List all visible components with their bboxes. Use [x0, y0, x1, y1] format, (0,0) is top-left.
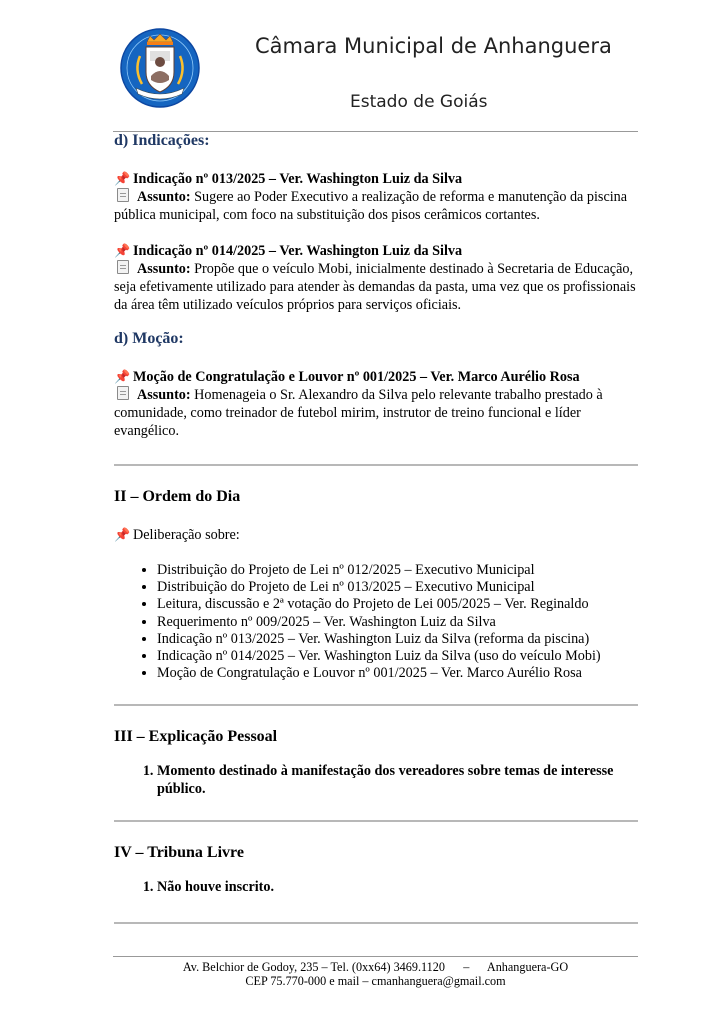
page-footer — [113, 960, 638, 988]
indicacao-title: Indicação nº 013/2025 – Ver. Washington Luiz da Silva — [133, 171, 463, 187]
list-item: • Moção de Congratulação e Louvor nº 001/2025 – Ver. Marco Aurélio Rosa — [157, 665, 638, 682]
list-item: • Distribuição do Projeto de Lei nº 013/2025 – Executivo Municipal — [157, 579, 638, 596]
list-item: • Leitura, discussão e 2ª votação do Projeto de Lei 005/2025 – Ver. Reginaldo — [157, 596, 638, 613]
section-heading-tribuna-livre: IV – Tribuna Livre — [114, 844, 244, 862]
mocao-subject: Homenageia o Sr. Alexandro da Silva pelo relevante trabalho prestado à comunidade, como treinador de futebol mirim, instrutor de treino funcional e líder evangélico. — [114, 387, 603, 439]
pushpin-icon: 📌 — [114, 527, 131, 542]
section-heading-ordem-do-dia: II – Ordem do Dia — [114, 488, 241, 505]
section-divider — [114, 464, 638, 466]
subject-label: Assunto: — [137, 189, 191, 205]
indicacao-item — [114, 242, 638, 314]
indicacao-subject: Sugere ao Poder Executivo a realização de reforma e manutenção da piscina pública municipal, com foco na substituição dos pisos cerâmicos cortantes. — [114, 189, 628, 223]
document-body — [114, 132, 638, 924]
list-item: • Requerimento nº 009/2025 – Ver. Washington Luiz da Silva — [157, 614, 638, 631]
footer-address: Av. Belchior de Godoy, 235 – Tel. (0xx64) 3469.1120 – Anhanguera-GO — [182, 960, 569, 974]
document-icon — [117, 386, 129, 400]
mocao-title: Moção de Congratulação e Louvor nº 001/2025 – Ver. Marco Aurélio Rosa — [133, 369, 580, 385]
footer-divider — [113, 956, 638, 957]
municipal-seal — [120, 28, 200, 108]
subject-label: Assunto: — [137, 261, 191, 277]
document-icon — [117, 188, 129, 202]
pushpin-icon: 📌 — [114, 243, 131, 258]
document-icon — [117, 260, 129, 274]
chamber-name: Câmara Municipal de Anhanguera — [255, 34, 612, 58]
mocao-item — [114, 368, 638, 440]
section-heading-explicacao-pessoal: III – Explicação Pessoal — [114, 728, 278, 746]
tribuna-list — [114, 878, 638, 896]
list-item: 1. Não houve inscrito. — [157, 878, 638, 896]
indicacao-subject: Propõe que o veículo Mobi, inicialmente destinado à Secretaria de Educação, seja efetivamente utilizado para atender às demandas da pasta, uma vez que os profissionais da área têm utilizado veículos próprios para serviços oficiais. — [114, 261, 636, 313]
section-divider — [114, 922, 638, 924]
pushpin-icon: 📌 — [114, 369, 131, 384]
list-item: • Distribuição do Projeto de Lei nº 012/2025 – Executivo Municipal — [157, 562, 638, 579]
section-heading-mocao: d) Moção: — [114, 330, 184, 347]
indicacao-item — [114, 170, 638, 224]
section-divider — [114, 704, 638, 706]
section-heading-indicacoes: d) Indicações: — [114, 132, 210, 149]
ordem-list — [114, 562, 638, 682]
pushpin-icon: 📌 — [114, 171, 131, 186]
explicacao-list — [114, 762, 638, 798]
ordem-intro-text: Deliberação sobre: — [133, 527, 240, 543]
list-item: • Indicação nº 013/2025 – Ver. Washington Luiz da Silva (reforma da piscina) — [157, 631, 638, 648]
list-item: 1. Momento destinado à manifestação dos vereadores sobre temas de interesse público. — [157, 762, 638, 798]
footer-contact: CEP 75.770-000 e mail – cmanhanguera@gmail.com — [245, 974, 506, 988]
ordem-intro — [114, 526, 638, 544]
page-header — [0, 0, 724, 132]
list-item: • Indicação nº 014/2025 – Ver. Washington Luiz da Silva (uso do veículo Mobi) — [157, 648, 638, 665]
section-divider — [114, 820, 638, 822]
state-name: Estado de Goiás — [350, 92, 488, 112]
subject-label: Assunto: — [137, 387, 191, 403]
indicacao-title: Indicação nº 014/2025 – Ver. Washington Luiz da Silva — [133, 243, 463, 259]
